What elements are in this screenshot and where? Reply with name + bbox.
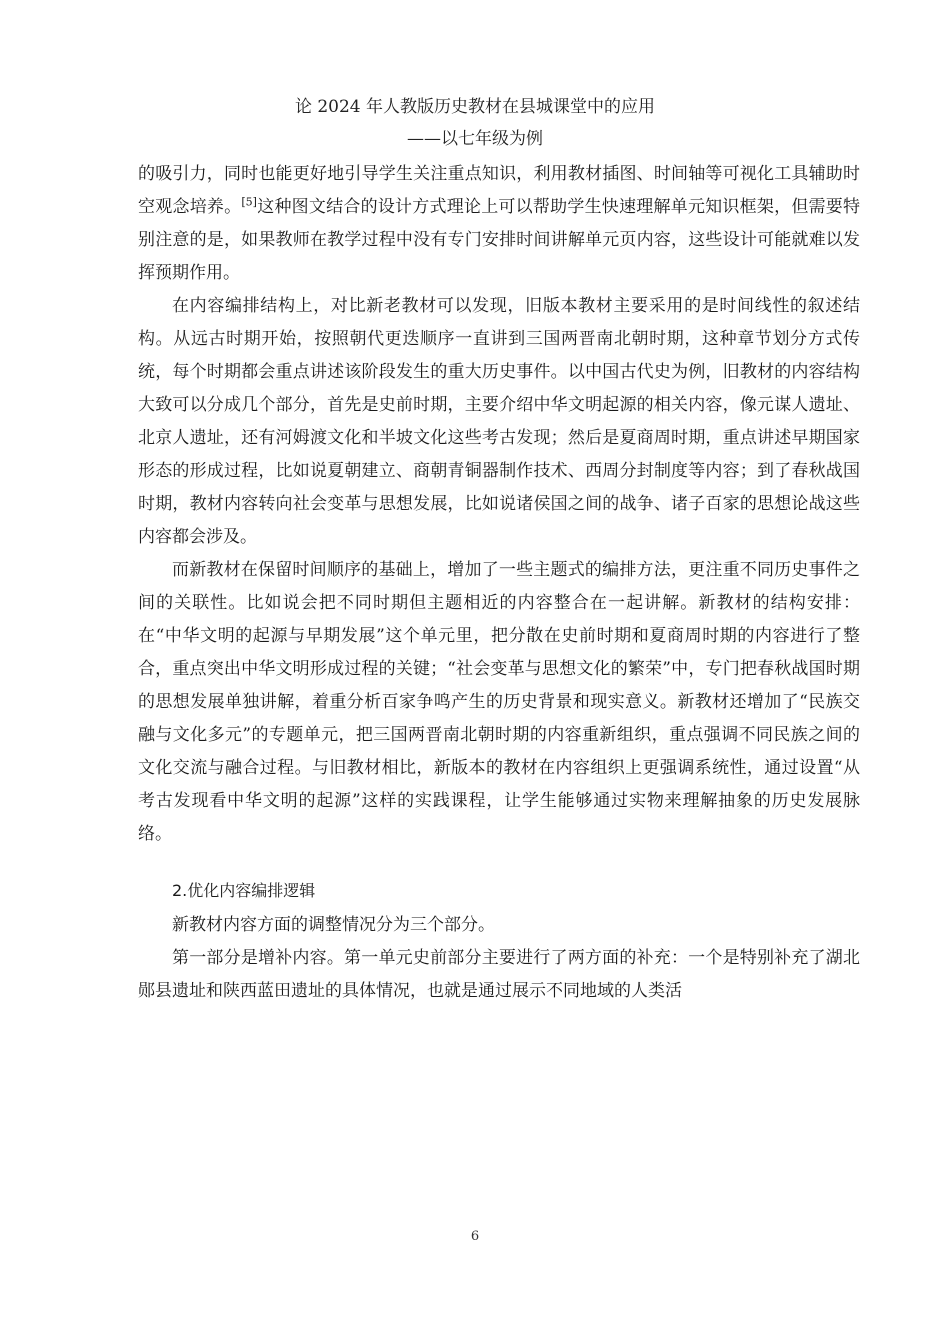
running-title: 论 2024 年人教版历史教材在县城课堂中的应用 — [294, 97, 656, 117]
paragraph: 新教材内容方面的调整情况分为三个部分。 — [172, 915, 495, 935]
paragraph: 而新教材在保留时间顺序的基础上，增加了一些主题式的编排方法，更注重不同历史事件之间的关联性。比如说会把不同时期但主题相近的内容整合在一起讲解。新教材的结构安排：在“中华文明的起源与早期发展”这个单元里，把分散在史前时期和夏商周时期的内容进行了整合，重点突出中华文明形成过程的关键；“社会变革与思想文化的繁荣”中，专门把春秋战国时期的思想发展单独讲解，着重分析百家争鸣产生的历史背景和现实意义。新教材还增加了“民族交融与文化多元”的专题单元，把三国两晋南北朝时期的内容重新组织，重点强调不同民族之间的文化交流与融合过程。与旧教材相比，新版本的教材在内容组织上更强调系统性，通过设置“从考古发现看中华文明的起源”这样的实践课程，让学生能够通过实物来理解抽象的历史发展脉络。 — [138, 560, 860, 844]
paragraph-text: 的吸引力，同时也能更好地引导学生关注重点知识，利用教材插图、时间轴等可视化工具辅助时空观念培养。 — [138, 164, 860, 217]
page-number: 6 — [470, 1229, 480, 1244]
body-text — [138, 158, 860, 1008]
running-subtitle: ——以七年级为例 — [407, 129, 543, 149]
paragraph: 第一部分是增补内容。第一单元史前部分主要进行了两方面的补充：一个是特别补充了湖北郧县遗址和陕西蓝田遗址的具体情况，也就是通过展示不同地域的人类活 — [138, 948, 860, 1001]
paragraph-text: 这种图文结合的设计方式理论上可以帮助学生快速理解单元知识框架，但需要特别注意的是，如果教师在教学过程中没有专门安排时间讲解单元页内容，这些设计可能就难以发挥预期作用。 — [138, 197, 861, 283]
paragraph — [138, 158, 860, 290]
citation-marker: [5] — [241, 195, 257, 209]
section-heading: 2.优化内容编排逻辑 — [172, 881, 316, 900]
paragraph: 在内容编排结构上，对比新老教材可以发现，旧版本教材主要采用的是时间线性的叙述结构。从远古时期开始，按照朝代更迭顺序一直讲到三国两晋南北朝时期，这种章节划分方式传统，每个时期都会重点讲述该阶段发生的重大历史事件。以中国古代史为例，旧教材的内容结构大致可以分成几个部分，首先是史前时期，主要介绍中华文明起源的相关内容，像元谋人遗址、北京人遗址，还有河姆渡文化和半坡文化这些考古发现；然后是夏商周时期，重点讲述早期国家形态的形成过程，比如说夏朝建立、商朝青铜器制作技术、西周分封制度等内容；到了春秋战国时期，教材内容转向社会变革与思想发展，比如说诸侯国之间的战争、诸子百家的思想论战这些内容都会涉及。 — [138, 296, 860, 547]
